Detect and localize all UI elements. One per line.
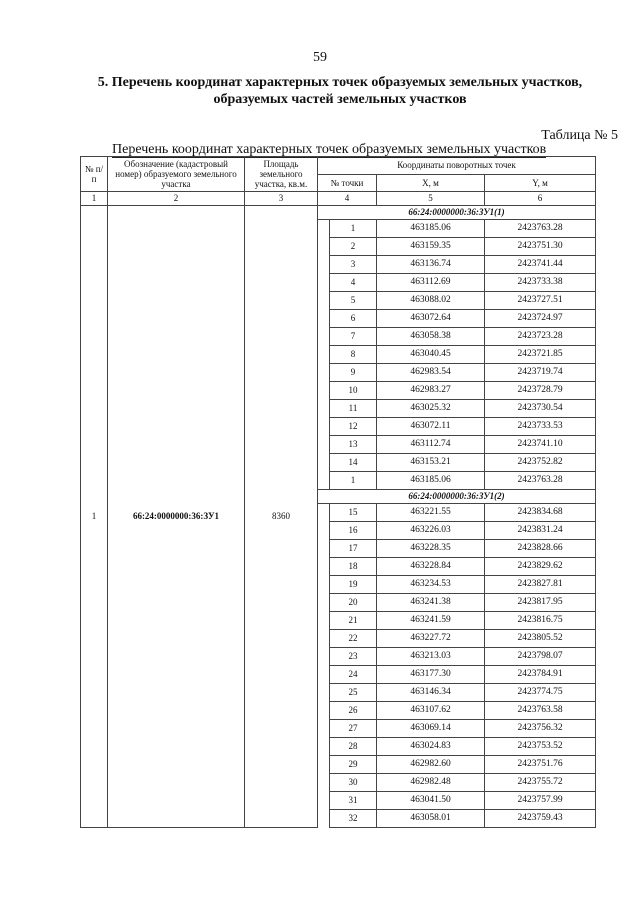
- row-indent: [318, 382, 330, 400]
- row-indent: [318, 576, 330, 594]
- row-indent: [318, 738, 330, 756]
- x-coordinate: 463177.30: [377, 666, 485, 684]
- y-coordinate: 2423727.51: [485, 292, 596, 310]
- row-indent: [318, 612, 330, 630]
- point-number: 15: [330, 504, 377, 522]
- x-coordinate: 463112.74: [377, 436, 485, 454]
- row-indent: [318, 292, 330, 310]
- page-number: 59: [313, 50, 327, 65]
- x-coordinate: 463227.72: [377, 630, 485, 648]
- header-area: Площадь земельного участка, кв.м.: [245, 157, 318, 192]
- point-number: 17: [330, 540, 377, 558]
- point-number: 1: [330, 220, 377, 238]
- col-number: 6: [485, 192, 596, 206]
- point-number: 5: [330, 292, 377, 310]
- x-coordinate: 463088.02: [377, 292, 485, 310]
- x-coordinate: 463228.35: [377, 540, 485, 558]
- row-indent: [318, 774, 330, 792]
- point-number: 24: [330, 666, 377, 684]
- x-coordinate: 462983.54: [377, 364, 485, 382]
- y-coordinate: 2423733.53: [485, 418, 596, 436]
- point-number: 22: [330, 630, 377, 648]
- point-number: 28: [330, 738, 377, 756]
- y-coordinate: 2423752.82: [485, 454, 596, 472]
- point-number: 12: [330, 418, 377, 436]
- section-heading-line-2: образуемых частей земельных участков: [213, 92, 467, 107]
- point-number: 11: [330, 400, 377, 418]
- table-title: Перечень координат характерных точек образуемых земельных участков: [112, 142, 547, 157]
- row-indent: [318, 648, 330, 666]
- row-indent: [318, 418, 330, 436]
- x-coordinate: 463024.83: [377, 738, 485, 756]
- row-indent: [318, 328, 330, 346]
- x-coordinate: 463226.03: [377, 522, 485, 540]
- y-coordinate: 2423763.58: [485, 702, 596, 720]
- y-coordinate: 2423751.76: [485, 756, 596, 774]
- x-coordinate: 463107.62: [377, 702, 485, 720]
- header-coords: Координаты поворотных точек: [318, 157, 596, 175]
- y-coordinate: 2423763.28: [485, 220, 596, 238]
- y-coordinate: 2423816.75: [485, 612, 596, 630]
- x-coordinate: 463025.32: [377, 400, 485, 418]
- point-number: 25: [330, 684, 377, 702]
- col-number: 2: [108, 192, 245, 206]
- y-coordinate: 2423805.52: [485, 630, 596, 648]
- parcel-n: 1: [81, 206, 108, 828]
- header-designation: Обозначение (кадастровый номер) образуемого земельного участка: [108, 157, 245, 192]
- row-indent: [318, 792, 330, 810]
- point-number: 3: [330, 256, 377, 274]
- group-label: 66:24:0000000:36:ЗУ1(1): [318, 206, 596, 220]
- row-indent: [318, 558, 330, 576]
- header-point-no: № точки: [318, 174, 377, 192]
- x-coordinate: 463069.14: [377, 720, 485, 738]
- point-number: 14: [330, 454, 377, 472]
- y-coordinate: 2423827.81: [485, 576, 596, 594]
- y-coordinate: 2423798.07: [485, 648, 596, 666]
- point-number: 21: [330, 612, 377, 630]
- x-coordinate: 463185.06: [377, 220, 485, 238]
- x-coordinate: 463072.64: [377, 310, 485, 328]
- y-coordinate: 2423828.66: [485, 540, 596, 558]
- point-number: 31: [330, 792, 377, 810]
- x-coordinate: 463153.21: [377, 454, 485, 472]
- point-number: 4: [330, 274, 377, 292]
- x-coordinate: 463221.55: [377, 504, 485, 522]
- y-coordinate: 2423757.99: [485, 792, 596, 810]
- x-coordinate: 463058.38: [377, 328, 485, 346]
- row-indent: [318, 454, 330, 472]
- point-number: 26: [330, 702, 377, 720]
- parcel-area: 8360: [245, 206, 318, 828]
- x-coordinate: 463072.11: [377, 418, 485, 436]
- row-indent: [318, 400, 330, 418]
- y-coordinate: 2423763.28: [485, 472, 596, 490]
- x-coordinate: 463041.50: [377, 792, 485, 810]
- coordinates-table: [80, 156, 596, 828]
- point-number: 27: [330, 720, 377, 738]
- y-coordinate: 2423741.10: [485, 436, 596, 454]
- y-coordinate: 2423723.28: [485, 328, 596, 346]
- x-coordinate: 462982.48: [377, 774, 485, 792]
- x-coordinate: 462983.27: [377, 382, 485, 400]
- y-coordinate: 2423721.85: [485, 346, 596, 364]
- point-number: 10: [330, 382, 377, 400]
- y-coordinate: 2423784.91: [485, 666, 596, 684]
- x-coordinate: 463234.53: [377, 576, 485, 594]
- table-label: Таблица № 5: [541, 128, 618, 143]
- row-indent: [318, 436, 330, 454]
- x-coordinate: 463146.34: [377, 684, 485, 702]
- point-number: 20: [330, 594, 377, 612]
- x-coordinate: 463241.38: [377, 594, 485, 612]
- row-indent: [318, 256, 330, 274]
- row-indent: [318, 720, 330, 738]
- y-coordinate: 2423817.95: [485, 594, 596, 612]
- x-coordinate: 463185.06: [377, 472, 485, 490]
- y-coordinate: 2423730.54: [485, 400, 596, 418]
- row-indent: [318, 594, 330, 612]
- col-number: 4: [318, 192, 377, 206]
- y-coordinate: 2423753.52: [485, 738, 596, 756]
- col-number: 3: [245, 192, 318, 206]
- x-coordinate: 463136.74: [377, 256, 485, 274]
- y-coordinate: 2423719.74: [485, 364, 596, 382]
- y-coordinate: 2423774.75: [485, 684, 596, 702]
- y-coordinate: 2423756.32: [485, 720, 596, 738]
- point-number: 32: [330, 810, 377, 828]
- y-coordinate: 2423751.30: [485, 238, 596, 256]
- point-number: 2: [330, 238, 377, 256]
- point-number: 19: [330, 576, 377, 594]
- row-indent: [318, 522, 330, 540]
- section-heading: [60, 74, 620, 108]
- section-heading-line-1: 5. Перечень координат характерных точек образуемых земельных участков,: [97, 75, 583, 90]
- row-indent: [318, 472, 330, 490]
- y-coordinate: 2423728.79: [485, 382, 596, 400]
- y-coordinate: 2423759.43: [485, 810, 596, 828]
- row-indent: [318, 238, 330, 256]
- x-coordinate: 463159.35: [377, 238, 485, 256]
- row-indent: [318, 346, 330, 364]
- x-coordinate: 462982.60: [377, 756, 485, 774]
- y-coordinate: 2423741.44: [485, 256, 596, 274]
- row-indent: [318, 540, 330, 558]
- col-number: 1: [81, 192, 108, 206]
- point-number: 13: [330, 436, 377, 454]
- y-coordinate: 2423831.24: [485, 522, 596, 540]
- point-number: 1: [330, 472, 377, 490]
- point-number: 29: [330, 756, 377, 774]
- row-indent: [318, 630, 330, 648]
- row-indent: [318, 364, 330, 382]
- row-indent: [318, 666, 330, 684]
- point-number: 7: [330, 328, 377, 346]
- point-number: 30: [330, 774, 377, 792]
- x-coordinate: 463112.69: [377, 274, 485, 292]
- header-x: X, м: [377, 174, 485, 192]
- point-number: 23: [330, 648, 377, 666]
- point-number: 9: [330, 364, 377, 382]
- y-coordinate: 2423733.38: [485, 274, 596, 292]
- header-n: № п/п: [81, 157, 108, 192]
- col-number: 5: [377, 192, 485, 206]
- x-coordinate: 463058.01: [377, 810, 485, 828]
- y-coordinate: 2423755.72: [485, 774, 596, 792]
- y-coordinate: 2423829.62: [485, 558, 596, 576]
- group-label: 66:24:0000000:36:ЗУ1(2): [318, 490, 596, 504]
- x-coordinate: 463213.03: [377, 648, 485, 666]
- point-number: 8: [330, 346, 377, 364]
- row-indent: [318, 702, 330, 720]
- parcel-designation: 66:24:0000000:36:ЗУ1: [108, 206, 245, 828]
- row-indent: [318, 504, 330, 522]
- point-number: 6: [330, 310, 377, 328]
- row-indent: [318, 310, 330, 328]
- row-indent: [318, 684, 330, 702]
- group-row: [81, 206, 596, 220]
- row-indent: [318, 756, 330, 774]
- y-coordinate: 2423834.68: [485, 504, 596, 522]
- x-coordinate: 463228.84: [377, 558, 485, 576]
- point-number: 18: [330, 558, 377, 576]
- point-number: 16: [330, 522, 377, 540]
- row-indent: [318, 810, 330, 828]
- y-coordinate: 2423724.97: [485, 310, 596, 328]
- x-coordinate: 463040.45: [377, 346, 485, 364]
- header-y: Y, м: [485, 174, 596, 192]
- row-indent: [318, 274, 330, 292]
- x-coordinate: 463241.59: [377, 612, 485, 630]
- row-indent: [318, 220, 330, 238]
